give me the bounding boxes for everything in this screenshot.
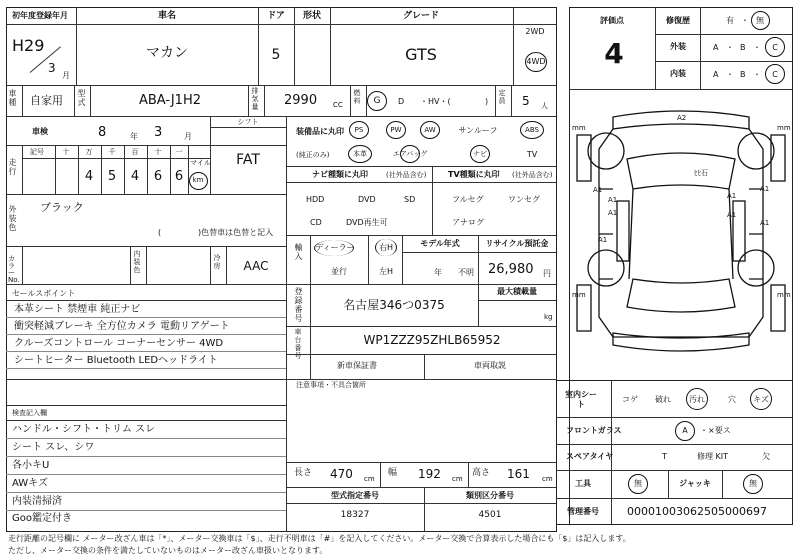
car-damage-diagram <box>569 89 793 375</box>
drive-2wd: 2WD <box>525 27 545 36</box>
fuel-label: 燃料 <box>353 89 361 105</box>
sales-line: 衝突軽減ブレーキ 全方位カメラ 電動リアゲート <box>14 321 230 332</box>
inspection-year: 8 <box>98 125 107 140</box>
shape-label: 形状 <box>302 11 322 21</box>
mileage-digit: 6 <box>153 169 163 184</box>
reg-label: 登録番号 <box>294 287 303 323</box>
tv-label: TV種類に丸印 <box>448 170 500 179</box>
displacement-value: 2990 <box>284 93 318 108</box>
damage-a1: A1 <box>727 192 737 200</box>
shift-value: FAT <box>236 152 260 168</box>
recycle-label: リサイクル預託金 <box>485 239 549 248</box>
capacity-value: 5 <box>522 94 530 108</box>
nav-dvd-play: DVD再生可 <box>346 218 388 227</box>
inspector-line: シート スレ、シワ <box>12 442 95 453</box>
mileage-digit: 4 <box>84 169 94 184</box>
sales-label: セールスポイント <box>12 289 76 298</box>
damage-a1: A1 <box>593 186 603 194</box>
equip-sunroof: サンルーフ <box>458 126 498 135</box>
inspector-line: 各小キU <box>12 460 50 471</box>
nav-hdd: HDD <box>306 195 325 204</box>
mileage-label: 走行 <box>8 158 17 176</box>
spare-label: スペアタイヤ <box>566 452 614 461</box>
inspection-label: 車検 <box>32 127 48 136</box>
mileage-digit: 5 <box>107 169 117 184</box>
interior-grade-label: 内装 <box>670 69 686 78</box>
repair-no: 無 <box>756 16 764 25</box>
windshield-a: A <box>682 426 688 435</box>
inspector-line: Goo鑑定付き <box>12 513 72 524</box>
grade-label: グレード <box>402 11 440 21</box>
damage-a2: A2 <box>677 114 687 122</box>
exterior-color: ブラック <box>40 201 84 214</box>
nav-cd: CD <box>310 218 322 227</box>
width-value: 192 <box>418 467 441 481</box>
equip-pw: PW <box>390 126 402 134</box>
mgmt-label: 管理番号 <box>567 507 599 516</box>
equip-airbag: エアバッグ <box>392 150 428 158</box>
interior-grade-c: C <box>772 70 778 79</box>
width-label: 幅 <box>388 468 398 478</box>
height-value: 161 <box>507 467 530 481</box>
damage-a1: A1 <box>608 209 618 217</box>
damage-a1: A1 <box>760 185 770 193</box>
car-name-label: 車名 <box>157 11 177 21</box>
damage-a1: A1 <box>608 196 618 204</box>
equip-tv: TV <box>526 150 538 159</box>
exterior-grade-c: C <box>772 43 778 52</box>
drive-4wd: 4WD <box>526 57 546 66</box>
footer-line-2: ただし、メーター交換の条件を満たしていないものはメーター改ざん車扱いとなります。 <box>8 546 328 555</box>
manual-label: 車両取説 <box>474 361 506 370</box>
tv-analog: アナログ <box>452 218 484 227</box>
doors-value: 5 <box>271 47 281 63</box>
aircon-label: 冷房 <box>213 254 221 270</box>
windshield-label: フロントガラス <box>566 426 622 435</box>
height-label: 高さ <box>472 468 491 478</box>
type-label: 車種 <box>8 89 17 107</box>
inspector-label: 検査記入欄 <box>12 409 47 417</box>
handle-right: 右H <box>378 243 394 252</box>
usage-value: 自家用 <box>30 94 63 107</box>
sales-line: クルーズコントロール コーナーセンサー 4WD <box>14 338 224 349</box>
interior-color-label: 内装色 <box>133 250 141 274</box>
damage-a1: A1 <box>727 211 737 219</box>
import-parallel: 並行 <box>331 267 347 276</box>
inspector-line: 内装清掃済 <box>12 496 62 507</box>
windshield-note: ×要ス <box>708 426 731 435</box>
score-label: 評価点 <box>600 16 624 25</box>
reg-number: 名古屋346つ0375 <box>343 298 445 312</box>
equip-abs: ABS <box>525 126 539 134</box>
grade-value: GTS <box>405 45 437 64</box>
handle-left: 左H <box>378 267 394 276</box>
mileage-digit: 4 <box>130 169 140 184</box>
tv-oneseg: ワンセグ <box>508 195 540 204</box>
nav-sd: SD <box>404 195 416 204</box>
sales-line: 本革シート 禁煙車 純正ナビ <box>14 304 141 315</box>
model-code: ABA-J1H2 <box>139 93 201 108</box>
equip-label: 装備品に丸印 <box>296 127 344 136</box>
class-label: 類別区分番号 <box>466 491 514 500</box>
class-value: 4501 <box>478 510 502 520</box>
model-label: 型式 <box>77 89 86 107</box>
damage-a1: A1 <box>598 236 608 244</box>
recycle-value: 26,980 <box>488 262 534 277</box>
import-dealer: ディーラー <box>315 243 355 252</box>
equip-leather: 本革 <box>353 150 367 158</box>
length-label: 長さ <box>294 468 313 478</box>
type-cert-value: 18327 <box>340 510 370 520</box>
length-value: 470 <box>330 467 353 481</box>
car-name: マカン <box>146 45 188 61</box>
inspection-month: 3 <box>154 125 163 140</box>
displacement-label: 排気量 <box>251 87 259 111</box>
footer-line-1: 走行距離の記号欄に メーター改ざん車は「*」、メーター交換車は「$」、走行不明車は「#」を記入してください。メーター交換で合算表示した場合にも「$」は記入します。 <box>8 534 631 543</box>
shift-label: シフト <box>237 118 259 126</box>
equip-ps: PS <box>354 126 364 134</box>
model-year-label: 初年度登録年月 <box>12 11 68 20</box>
inspector-line: ハンドル・シフト・トリム スレ <box>12 424 156 435</box>
notes-label: 注意事項・不具合箇所 <box>296 381 366 389</box>
color-note: )色替車は色替と記入 <box>198 228 274 237</box>
exterior-grade-label: 外装 <box>670 42 686 51</box>
nav-dvd: DVD <box>358 195 376 204</box>
registration-month: 3 <box>48 61 56 75</box>
repair-label: 修復歴 <box>666 16 690 25</box>
chassis-label: 車台番号 <box>294 328 302 360</box>
chassis-number: WP1ZZZ95ZHLB65952 <box>363 333 501 347</box>
seat-dirt: 汚れ <box>689 395 705 404</box>
warranty-label: 新車保証書 <box>337 361 377 370</box>
import-label: 輸入 <box>294 243 303 261</box>
model-year2-label: モデル年式 <box>420 239 460 248</box>
jack-value: 無 <box>749 479 757 488</box>
sales-line: シートヒーター Bluetooth LEDヘッドライト <box>14 355 218 366</box>
tools-label: 工具 <box>575 479 591 488</box>
damage-chip: ﾋﾋ石 <box>694 169 708 177</box>
jack-label: ジャッキ <box>679 479 711 488</box>
damage-a1: A1 <box>760 219 770 227</box>
mgmt-number: 00001003062505000697 <box>627 505 767 518</box>
inspector-line: AWキズ <box>12 478 48 489</box>
nav-label: ナビ種類に丸印 <box>312 170 368 179</box>
tools-value: 無 <box>634 479 642 488</box>
mileage-digit: 6 <box>174 169 184 184</box>
aircon-value: AAC <box>243 259 269 273</box>
score-value: 4 <box>604 37 624 70</box>
tv-fullseg: フルセグ <box>452 195 484 204</box>
registration-year: H29 <box>12 36 45 55</box>
capacity-label: 定員 <box>498 89 506 105</box>
equip-aw: AW <box>424 126 436 134</box>
seat-scratch: キズ <box>753 395 769 404</box>
max-load-label: 最大積載量 <box>497 287 537 296</box>
seat-label: 室内シート <box>565 390 597 410</box>
equip-navi: ナビ <box>473 150 487 158</box>
color-label: 外装色 <box>8 205 17 232</box>
door-label: ドア <box>267 11 285 21</box>
type-cert-label: 型式指定番号 <box>331 491 379 500</box>
